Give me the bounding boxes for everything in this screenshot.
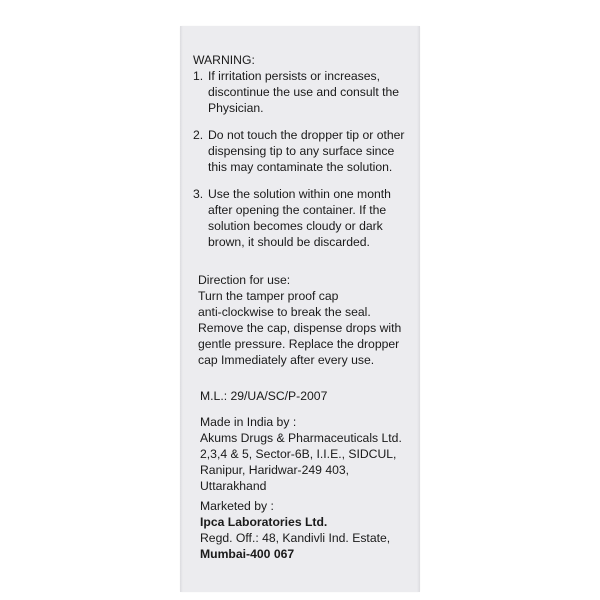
direction-line: anti-clockwise to break the seal. [198,305,371,319]
manufacturer-title: Made in India by : [200,415,297,429]
direction-line: Turn the tamper proof cap [198,289,339,303]
marketer-address: Regd. Off.: 48, Kandivli Ind. Estate, [200,531,391,545]
marketer-company: Ipca Laboratories Ltd. [200,515,328,529]
manufacturer-line: 2,3,4 & 5, Sector-6B, I.I.E., SIDCUL, [200,447,397,461]
direction-title: Direction for use: [198,273,291,287]
manufacturer-line: Uttarakhand [200,479,267,493]
warning-item-line: after opening the container. If the [208,203,387,217]
marketer-city: Mumbai-400 067 [200,547,295,561]
warning-item-number: 1. [193,69,204,83]
warning-item-line: solution becomes cloudy or dark [208,219,383,233]
warning-title: WARNING: [193,53,255,67]
direction-line: cap Immediately after every use. [198,353,375,367]
manufacturer-line: Akums Drugs & Pharmaceuticals Ltd. [200,431,402,445]
warning-item-line: brown, it should be discarded. [208,235,370,249]
warning-item-line: discontinue the use and consult the [208,85,400,99]
direction-line: gentle pressure. Replace the dropper [198,337,400,351]
warning-item-line: Use the solution within one month [208,187,391,201]
manufacturer-address [200,430,402,494]
carton-right-edge [417,26,420,592]
warning-item-number: 2. [193,128,204,142]
direction-text [198,288,401,368]
carton-left-edge [180,26,183,592]
marketer-title: Marketed by : [200,499,274,513]
direction-line: Remove the cap, dispense drops with [198,321,402,335]
warning-item-line: Do not touch the dropper tip or other [208,128,405,142]
warning-item-line: this may contaminate the solution. [208,160,393,174]
warning-item-number: 3. [193,187,204,201]
manufacturing-license-number: M.L.: 29/UA/SC/P-2007 [200,389,328,403]
warning-item-line: If irritation persists or increases, [208,69,381,83]
warning-item-line: Physician. [208,101,264,115]
warning-item-line: dispensing tip to any surface since [208,144,395,158]
manufacturer-line: Ranipur, Haridwar-249 403, [200,463,350,477]
